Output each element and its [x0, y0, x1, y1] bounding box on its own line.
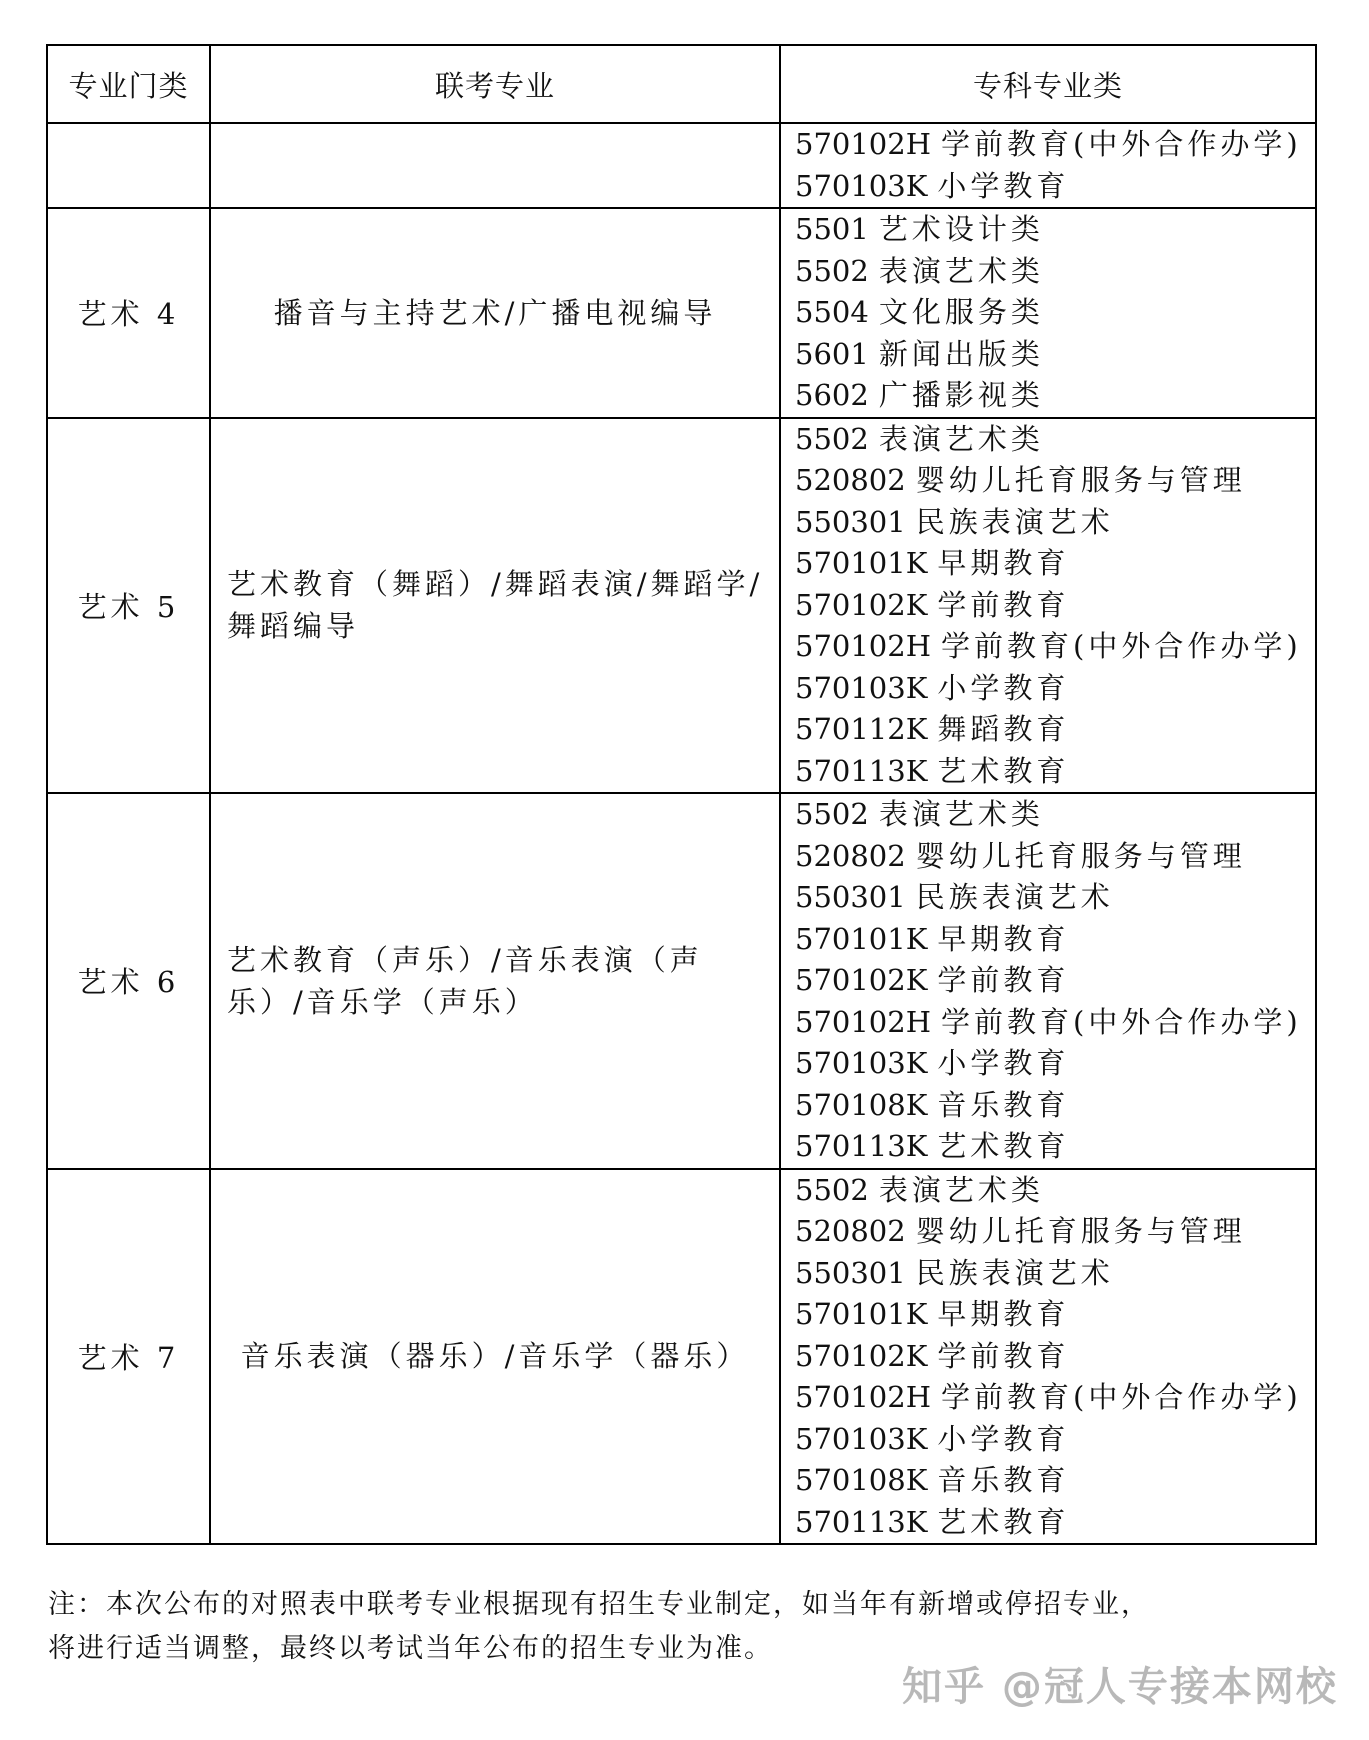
list-item: 570101K 早期教育: [795, 1297, 1070, 1331]
header-joint-exam-major: 联考专业: [210, 45, 780, 123]
list-item: 570103K 小学教育: [795, 1421, 1070, 1456]
list-item: 5502 表演艺术类: [795, 253, 1044, 288]
list-item: 570113K 艺术教育: [795, 753, 1070, 788]
list-item: 5502 表演艺术类: [795, 1172, 1044, 1207]
list-item: 570102H 学前教育(中外合作办学): [795, 127, 1302, 161]
list-item: 5502 表演艺术类: [795, 797, 1044, 831]
major-cell: 音乐表演（器乐）/音乐学（器乐）: [210, 1169, 780, 1545]
list-item: 570113K 艺术教育: [795, 1129, 1070, 1163]
table-row: [47, 418, 1316, 794]
list-item: 570102K 学前教育: [795, 963, 1070, 997]
list-item: 570102H 学前教育(中外合作办学): [795, 629, 1302, 663]
list-item: 5502 表演艺术类: [795, 421, 1044, 456]
table-row: [47, 793, 1316, 1169]
specialty-list: [780, 1169, 1316, 1545]
list-item: 570101K 早期教育: [795, 546, 1070, 580]
list-item: 550301 民族表演艺术: [795, 880, 1114, 914]
list-item: 550301 民族表演艺术: [795, 1255, 1114, 1290]
list-item: 520802 婴幼儿托育服务与管理: [795, 838, 1246, 873]
list-item: 5504 文化服务类: [795, 295, 1044, 329]
specialty-list: [780, 123, 1316, 208]
category-cell: [47, 123, 210, 208]
list-item: 570102H 学前教育(中外合作办学): [795, 1380, 1302, 1414]
table-row: [47, 123, 1316, 208]
table-row: [47, 1169, 1316, 1545]
zhihu-watermark: 知乎 @冠人专接本网校: [902, 1664, 1338, 1710]
list-item: 570108K 音乐教育: [795, 1087, 1070, 1122]
category-cell: 艺术 7: [47, 1169, 210, 1545]
list-item: 570108K 音乐教育: [795, 1463, 1070, 1497]
list-item: 570103K 小学教育: [795, 168, 1070, 203]
major-mapping-table: [46, 44, 1317, 1545]
list-item: 5501 艺术设计类: [795, 212, 1044, 246]
major-cell: 艺术教育（声乐）/音乐表演（声乐）/音乐学（声乐）: [210, 793, 780, 1169]
list-item: 570102K 学前教育: [795, 587, 1070, 622]
category-cell: 艺术 6: [47, 793, 210, 1169]
list-item: 570113K 艺术教育: [795, 1504, 1070, 1539]
specialty-list: [780, 208, 1316, 418]
list-item: 550301 民族表演艺术: [795, 504, 1114, 539]
list-item: 570103K 小学教育: [795, 670, 1070, 705]
list-item: 570103K 小学教育: [795, 1046, 1070, 1080]
specialty-list: [780, 418, 1316, 794]
specialty-list: [780, 793, 1316, 1169]
list-item: 570102H 学前教育(中外合作办学): [795, 1004, 1302, 1039]
list-item: 5601 新闻出版类: [795, 336, 1044, 371]
list-item: 520802 婴幼儿托育服务与管理: [795, 1214, 1246, 1248]
major-cell: 艺术教育（舞蹈）/舞蹈表演/舞蹈学/舞蹈编导: [210, 418, 780, 794]
footnote-line-1: 注：本次公布的对照表中联考专业根据现有招生专业制定，如当年有新增或停招专业，: [48, 1589, 1150, 1620]
major-cell: [210, 123, 780, 208]
list-item: 5602 广播影视类: [795, 378, 1044, 412]
list-item: 570112K 舞蹈教育: [795, 712, 1070, 746]
category-cell: 艺术 5: [47, 418, 210, 794]
table-row: [47, 208, 1316, 418]
table-header-row: [47, 45, 1316, 123]
header-specialty-class: 专科专业类: [780, 45, 1316, 123]
list-item: 520802 婴幼儿托育服务与管理: [795, 463, 1246, 497]
list-item: 570102K 学前教育: [795, 1338, 1070, 1373]
category-cell: 艺术 4: [47, 208, 210, 418]
footnote-line-2: 将进行适当调整，最终以考试当年公布的招生专业为准。: [48, 1633, 773, 1664]
list-item: 570101K 早期教育: [795, 921, 1070, 956]
major-cell: 播音与主持艺术/广播电视编导: [210, 208, 780, 418]
header-category: 专业门类: [47, 45, 210, 123]
